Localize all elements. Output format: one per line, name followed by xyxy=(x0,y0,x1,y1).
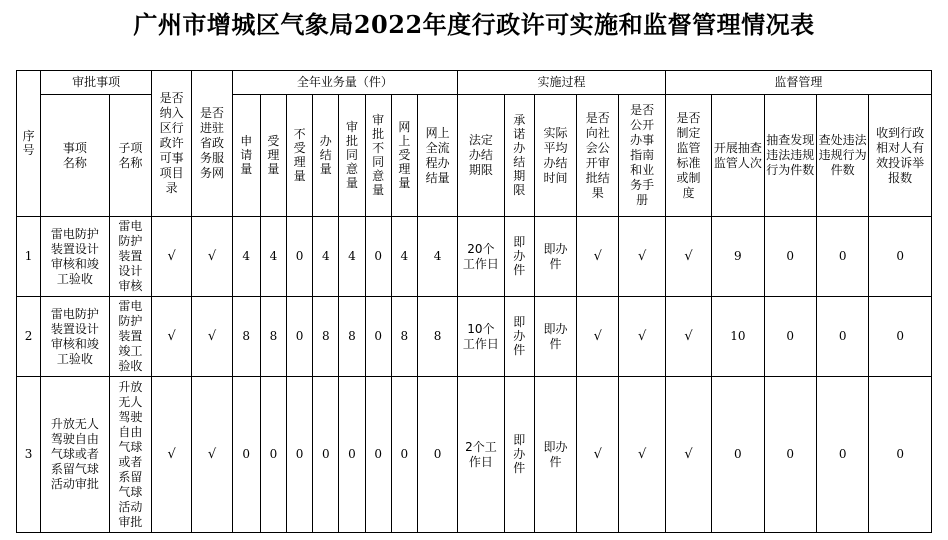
cell-rejected: 0 xyxy=(365,297,391,377)
cell-in-portal: √ xyxy=(192,297,232,377)
cell-violations-handled: 0 xyxy=(816,297,868,377)
header-completed: 办结量 xyxy=(313,95,339,217)
header-row-groups xyxy=(17,71,932,95)
cell-fully-online: 8 xyxy=(417,297,457,377)
cell-legal-deadline: 2个工作日 xyxy=(458,377,504,533)
cell-item-name: 雷电防护装置设计审核和竣工验收 xyxy=(41,297,110,377)
header-approved: 审批同意量 xyxy=(339,95,365,217)
cell-online-accepted: 8 xyxy=(391,297,417,377)
cell-in-catalog: √ xyxy=(152,377,192,533)
cell-seq: 2 xyxy=(17,297,41,377)
header-volume-group: 全年业务量（件） xyxy=(232,71,458,95)
header-promised-deadline: 承诺办结期限 xyxy=(504,95,534,217)
cell-accepted: 0 xyxy=(260,377,286,533)
header-applied: 申请量 xyxy=(232,95,260,217)
header-standard: 是否制定监管标准或制度 xyxy=(665,95,711,217)
header-rejected: 审批不同意量 xyxy=(365,95,391,217)
header-fully-online: 网上全流程办结量 xyxy=(417,95,457,217)
cell-applied: 0 xyxy=(232,377,260,533)
header-violations-found: 抽查发现违法违规行为件数 xyxy=(764,95,816,217)
header-avg-time: 实际平均办结时间 xyxy=(534,95,576,217)
cell-applied: 4 xyxy=(232,217,260,297)
cell-online-accepted: 4 xyxy=(391,217,417,297)
cell-avg-time: 即办件 xyxy=(534,297,576,377)
permit-table xyxy=(16,70,932,533)
header-seq: 序号 xyxy=(17,71,41,217)
cell-promised-deadline: 即办件 xyxy=(504,297,534,377)
header-online-accepted: 网上受理量 xyxy=(391,95,417,217)
header-complaints: 收到行政相对人有效投诉举报数 xyxy=(869,95,932,217)
cell-guide-public: √ xyxy=(619,377,665,533)
cell-legal-deadline: 10个工作日 xyxy=(458,297,504,377)
header-process-group: 实施过程 xyxy=(458,71,666,95)
header-inspections: 开展抽查监管人次 xyxy=(712,95,764,217)
cell-applied: 8 xyxy=(232,297,260,377)
cell-standard: √ xyxy=(665,297,711,377)
cell-violations-found: 0 xyxy=(764,217,816,297)
header-in-catalog: 是否纳入区行政许可事项目录 xyxy=(152,71,192,217)
cell-approved: 4 xyxy=(339,217,365,297)
cell-fully-online: 4 xyxy=(417,217,457,297)
table-row xyxy=(17,377,932,533)
cell-not-accepted: 0 xyxy=(287,297,313,377)
cell-guide-public: √ xyxy=(619,217,665,297)
cell-accepted: 8 xyxy=(260,297,286,377)
cell-online-accepted: 0 xyxy=(391,377,417,533)
cell-promised-deadline: 即办件 xyxy=(504,377,534,533)
cell-in-catalog: √ xyxy=(152,297,192,377)
cell-item-name: 雷电防护装置设计审核和竣工验收 xyxy=(41,217,110,297)
cell-guide-public: √ xyxy=(619,297,665,377)
cell-fully-online: 0 xyxy=(417,377,457,533)
cell-completed: 4 xyxy=(313,217,339,297)
header-accepted: 受理量 xyxy=(260,95,286,217)
cell-completed: 8 xyxy=(313,297,339,377)
cell-seq: 1 xyxy=(17,217,41,297)
cell-standard: √ xyxy=(665,377,711,533)
cell-not-accepted: 0 xyxy=(287,377,313,533)
cell-promised-deadline: 即办件 xyxy=(504,217,534,297)
cell-legal-deadline: 20个工作日 xyxy=(458,217,504,297)
cell-not-accepted: 0 xyxy=(287,217,313,297)
cell-inspections: 9 xyxy=(712,217,764,297)
cell-sub-item-name: 雷电防护装置竣工验收 xyxy=(109,297,151,377)
header-supervision-group: 监督管理 xyxy=(665,71,931,95)
cell-publicized: √ xyxy=(577,377,619,533)
header-in-portal: 是否进驻省政务服务网 xyxy=(192,71,232,217)
cell-in-catalog: √ xyxy=(152,217,192,297)
cell-rejected: 0 xyxy=(365,377,391,533)
cell-avg-time: 即办件 xyxy=(534,377,576,533)
cell-complaints: 0 xyxy=(869,217,932,297)
header-approval-group: 审批事项 xyxy=(41,71,152,95)
header-violations-handled: 查处违法违规行为件数 xyxy=(816,95,868,217)
cell-publicized: √ xyxy=(577,297,619,377)
header-not-accepted: 不受理量 xyxy=(287,95,313,217)
cell-in-portal: √ xyxy=(192,377,232,533)
header-publicized: 是否向社会公开审批结果 xyxy=(577,95,619,217)
cell-item-name: 升放无人驾驶自由气球或者系留气球活动审批 xyxy=(41,377,110,533)
cell-in-portal: √ xyxy=(192,217,232,297)
cell-seq: 3 xyxy=(17,377,41,533)
header-item-name: 事项名称 xyxy=(41,95,110,217)
cell-sub-item-name: 升放无人驾驶自由气球或者系留气球活动审批 xyxy=(109,377,151,533)
cell-standard: √ xyxy=(665,217,711,297)
cell-sub-item-name: 雷电防护装置设计审核 xyxy=(109,217,151,297)
cell-violations-handled: 0 xyxy=(816,217,868,297)
cell-rejected: 0 xyxy=(365,217,391,297)
cell-approved: 0 xyxy=(339,377,365,533)
header-sub-item-name: 子项名称 xyxy=(109,95,151,217)
cell-inspections: 10 xyxy=(712,297,764,377)
cell-complaints: 0 xyxy=(869,297,932,377)
header-guide-public: 是否公开办事指南和业务手册 xyxy=(619,95,665,217)
cell-complaints: 0 xyxy=(869,377,932,533)
table-row xyxy=(17,217,932,297)
document-title: 广州市增城区气象局2022年度行政许可实施和监督管理情况表 xyxy=(133,10,815,39)
table-row xyxy=(17,297,932,377)
header-legal-deadline: 法定办结期限 xyxy=(458,95,504,217)
cell-violations-found: 0 xyxy=(764,377,816,533)
cell-completed: 0 xyxy=(313,377,339,533)
cell-publicized: √ xyxy=(577,217,619,297)
cell-inspections: 0 xyxy=(712,377,764,533)
cell-violations-handled: 0 xyxy=(816,377,868,533)
cell-violations-found: 0 xyxy=(764,297,816,377)
cell-accepted: 4 xyxy=(260,217,286,297)
cell-approved: 8 xyxy=(339,297,365,377)
cell-avg-time: 即办件 xyxy=(534,217,576,297)
